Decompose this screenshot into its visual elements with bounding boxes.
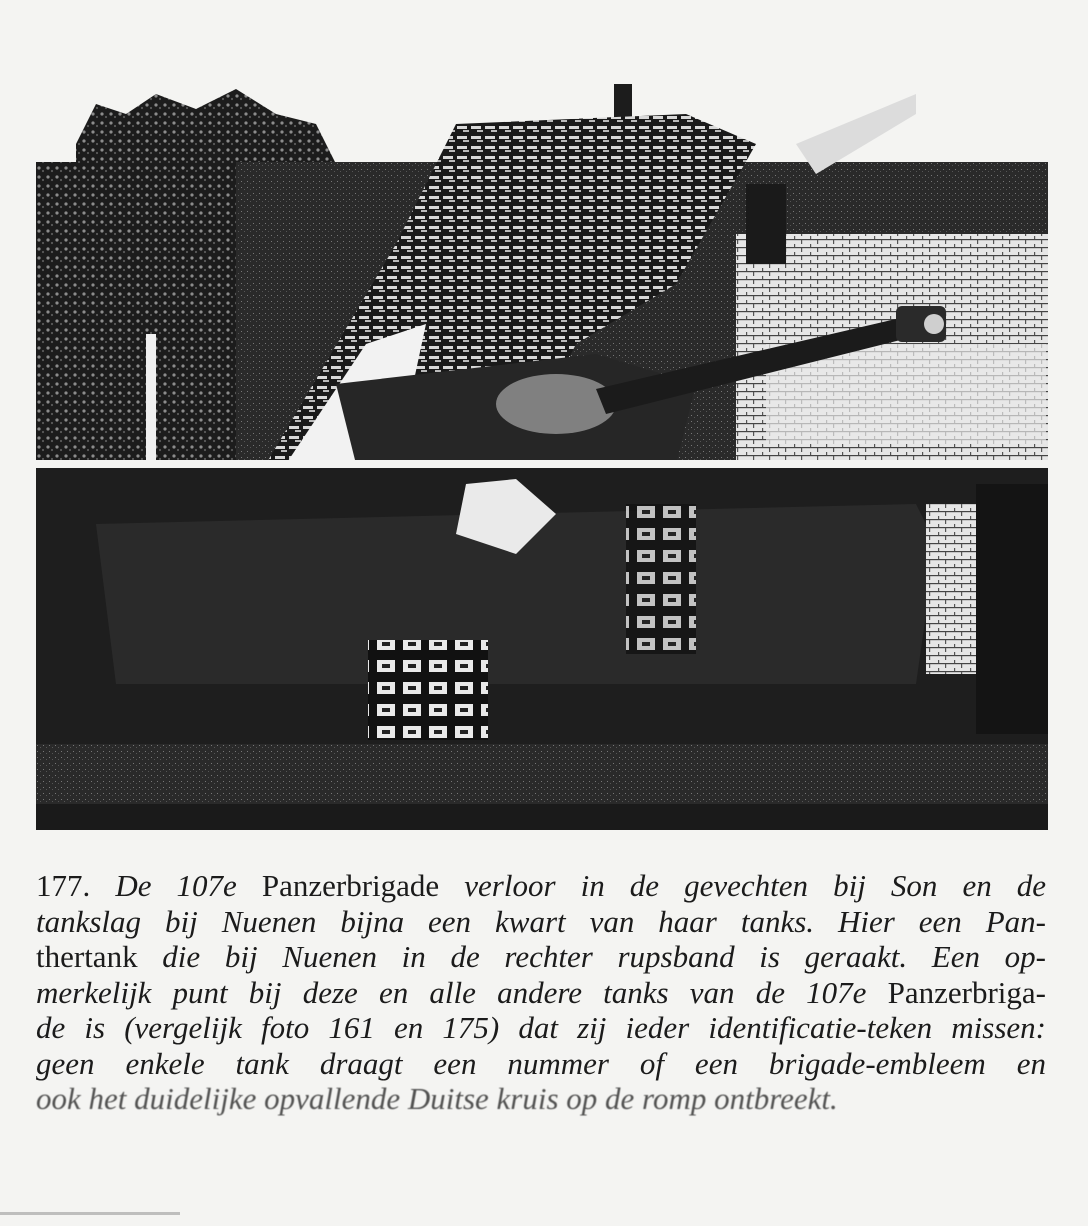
- caption-text: geen enkele tank draagt een nummer of een brigade-embleem en: [36, 1045, 1046, 1081]
- caption-text: ook het duidelijke opvallende Duitse kruis op de romp ontbreekt.: [36, 1081, 838, 1116]
- caption-text: die bij Nuenen in de rechter rupsband is geraakt. Een op-: [162, 939, 1047, 974]
- caption-text: Panzerbrigade: [261, 868, 440, 903]
- caption-text: Panzerbriga-: [887, 974, 1047, 1010]
- caption-text: de is (vergelijk foto 161 en 175) dat zij ieder identificatie-teken missen:: [36, 1010, 1046, 1045]
- tank-photo-image: [36, 84, 1048, 830]
- scan-edge-mark: [0, 1212, 180, 1215]
- caption-line-4: [36, 975, 1046, 1011]
- figure-caption: [36, 868, 1046, 1117]
- caption-line-5: [36, 1010, 1046, 1046]
- caption-text: De 107e: [115, 868, 237, 903]
- caption-line-6: [36, 1046, 1046, 1082]
- caption-number: 177.: [36, 868, 91, 903]
- caption-text: thertank: [36, 939, 138, 974]
- caption-line-2: [36, 904, 1046, 940]
- tank-photo: [36, 84, 1048, 830]
- caption-line-3: [36, 939, 1046, 975]
- caption-line-1: [36, 868, 1046, 904]
- caption-text: merkelijk punt bij deze en alle andere tanks van de 107e: [36, 974, 867, 1010]
- caption-line-7: [36, 1081, 1046, 1117]
- caption-text: tankslag bij Nuenen bijna een kwart van haar tanks. Hier een Pan-: [36, 903, 1046, 939]
- caption-text: verloor in de gevechten bij Son en de: [464, 868, 1047, 903]
